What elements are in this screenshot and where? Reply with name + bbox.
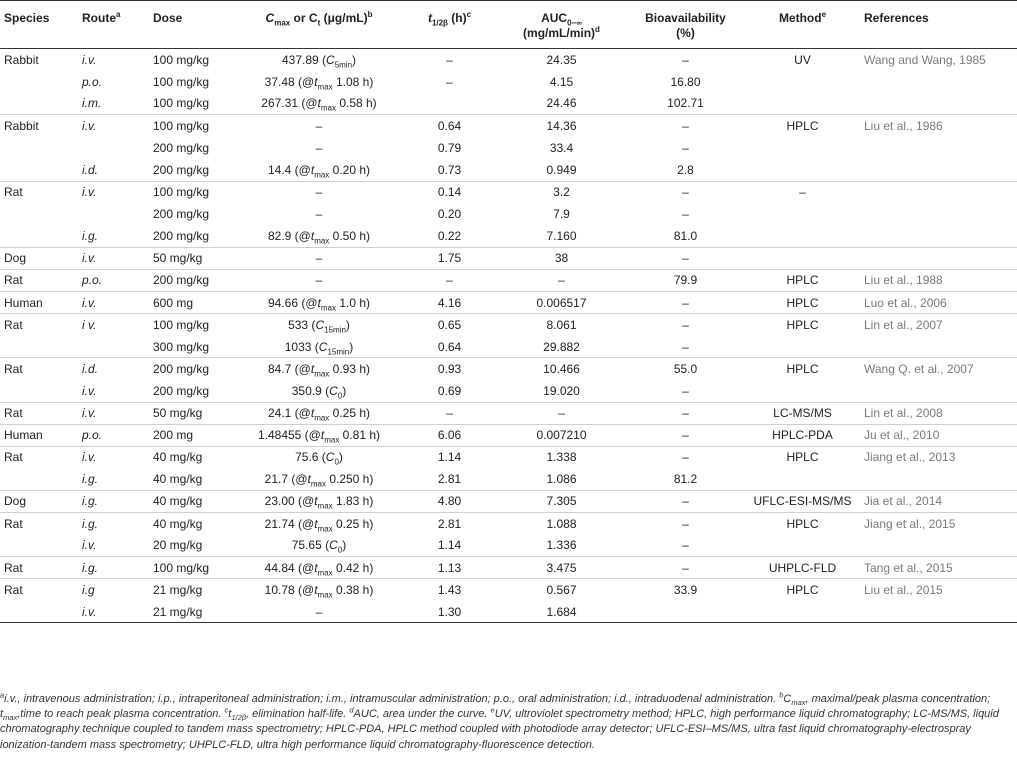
cell-cmax: – [315,140,323,155]
cell-species [0,137,78,159]
cell-bioavailability: – [626,424,745,446]
cell-bioavailability: – [682,383,689,398]
cell-auc: 7.160 [546,229,577,244]
cell-dose: 300 mg/kg [153,339,210,354]
cell-reference: Luo et al., 2006 [860,292,1017,314]
cell-route: i.d. [78,358,149,380]
cell-route: p.o. [78,424,149,446]
cell-half-life: 1.75 [402,247,497,269]
cell-reference [860,380,1017,402]
cell-method: HPLC [745,579,860,601]
table-row [0,115,1017,137]
cell-cmax: – [236,601,402,623]
cell-auc: 7.9 [553,207,570,222]
cell-reference [860,137,1017,159]
cell-bioavailability: 102.71 [667,96,704,111]
header-dose: Dose [149,1,236,49]
cell-species [0,336,78,358]
cell-species: Rabbit [4,52,39,67]
cell-method [745,137,860,159]
cell-dose: 200 mg/kg [149,269,236,291]
cell-half-life: 1.13 [402,557,497,579]
table-row [0,336,1017,358]
cell-dose: 100 mg/kg [149,181,236,203]
cell-method: UV [794,52,811,67]
cell-cmax: – [315,207,323,222]
cell-auc: – [497,269,626,291]
cell-cmax: 37.48 ($@t_{max}$ 1.08 h) [264,74,374,92]
cell-route: p.o. [78,269,149,291]
cell-reference [860,601,1017,623]
table-row [0,137,1017,159]
cell-reference [860,93,1017,115]
cell-dose: 100 mg/kg [149,115,236,137]
cell-auc: 1.088 [497,512,626,534]
cell-cmax: – [236,247,402,269]
cell-half-life: 6.06 [402,424,497,446]
cell-cmax: 350.9 $(C_0)$ [291,383,347,401]
cell-method: HPLC [745,292,860,314]
cell-route: p.o. [82,74,103,89]
cell-route: i.v. [78,115,149,137]
table-body [0,49,1017,623]
cell-reference: Tang et al., 2015 [860,557,1017,579]
cell-species: Rat [0,269,78,291]
header-references: References [860,1,1017,49]
cell-bioavailability: 33.9 [626,579,745,601]
cell-species: Human [0,292,78,314]
table-row [0,557,1017,579]
cell-bioavailability: – [626,446,745,468]
cell-reference: Liu et al., 2015 [860,579,1017,601]
table-row [0,512,1017,534]
cell-bioavailability: – [626,247,745,269]
table-row [0,247,1017,269]
cell-method [745,159,860,181]
cell-reference: Lin et al., 2007 [860,314,1017,336]
cell-species [0,225,78,247]
cell-route: i.m. [82,96,102,111]
cell-route: i.v. [82,52,97,67]
cell-auc: 0.007210 [497,424,626,446]
cell-cmax: 24.1 ($@t_{max}$ 0.25 h) [236,402,402,424]
cell-dose: 20 mg/kg [153,538,203,553]
cell-species [0,601,78,623]
cell-dose: 50 mg/kg [149,402,236,424]
cell-bioavailability: – [626,292,745,314]
cell-method [745,601,860,623]
cell-dose: 100 mg/kg [153,96,210,111]
cell-species: Rat [0,512,78,534]
cell-route: i.v. [82,383,97,398]
cell-route: i.g. [78,512,149,534]
cell-bioavailability: – [626,402,745,424]
cell-route: i.v. [82,538,97,553]
cell-species [0,535,78,557]
cell-dose: 21 mg/kg [149,579,236,601]
table-row [0,424,1017,446]
cell-half-life: 0.73 [437,162,462,177]
cell-dose: 200 mg/kg [153,162,210,177]
cell-half-life: 1.43 [402,579,497,601]
cell-auc: 38 [497,247,626,269]
cell-route: i.g. [82,472,99,487]
cell-dose: 200 mg [149,424,236,446]
cell-cmax: 23.00 ($@t_{max}$ 1.83 h) [236,490,402,512]
cell-dose: 200 mg/kg [149,358,236,380]
table-row [0,292,1017,314]
cell-bioavailability: – [682,207,689,222]
table-row [0,490,1017,512]
cell-species [0,380,78,402]
cell-method: HPLC [745,314,860,336]
cell-reference [860,535,1017,557]
cell-reference: Liu et al., 1988 [860,269,1017,291]
cell-cmax: 10.78 ($@t_{max}$ 0.38 h) [236,579,402,601]
cell-cmax: 21.7 ($@t_{max}$ 0.250 h) [264,472,374,489]
cell-bioavailability: – [626,115,745,137]
cell-cmax: 267.31 ($@t_{max}$ 0.58 h) [261,96,377,113]
cell-cmax: 44.84 ($@t_{max}$ 0.42 h) [236,557,402,579]
cell-auc: 1.086 [546,472,577,487]
cell-bioavailability: – [682,140,689,155]
cell-species: Rat [0,446,78,468]
cell-reference: Lin et al., 2008 [860,402,1017,424]
table-row [0,535,1017,557]
cell-route: i.g. [78,490,149,512]
cell-auc: – [497,402,626,424]
cell-half-life: 0.69 [437,383,462,398]
cell-method: – [745,181,860,203]
table-row [0,402,1017,424]
header-cmax: $C_{max}$ or $C_t$ $(\mu g/mL)^b$ [236,1,402,49]
cell-bioavailability: – [682,339,689,354]
cell-dose: 100 mg/kg [153,74,210,89]
cell-auc: 0.567 [497,579,626,601]
cell-half-life: 4.80 [402,490,497,512]
cell-half-life: 0.20 [437,207,462,222]
header-method: Method$^e$ [745,1,860,49]
cell-reference: Wang and Wang, 1985 [864,52,986,67]
table-row [0,380,1017,402]
header-half-life: $t_{1/2\beta}$ $(h)^c$ [402,1,497,49]
cell-method: HPLC-PDA [745,424,860,446]
cell-species [0,203,78,225]
cell-route: i.v. [78,446,149,468]
cell-reference [860,336,1017,358]
cell-dose: 200 mg/kg [153,383,210,398]
table-row [0,159,1017,181]
cell-half-life: 0.93 [402,358,497,380]
cell-method: LC-MS/MS [745,402,860,424]
table-row [0,71,1017,93]
cell-bioavailability: 81.2 [673,472,698,487]
header-auc: $AUC_{0-\infty}$ $(mg/mL/\min)^d$ [497,1,626,49]
cell-half-life: 4.16 [402,292,497,314]
header-bioavailability: Bioavailability (%) [626,1,745,49]
cell-bioavailability: 2.8 [677,162,694,177]
cell-method: UHPLC-FLD [745,557,860,579]
cell-dose: 100 mg/kg [153,52,210,67]
cell-method [745,93,860,115]
cell-method [745,225,860,247]
cell-auc: 1.338 [497,446,626,468]
cell-species: Rat [0,314,78,336]
cell-method [745,247,860,269]
cell-half-life: – [446,74,453,89]
cell-bioavailability: 81.0 [673,229,698,244]
cell-method [745,336,860,358]
cell-reference: Jiang et al., 2013 [860,446,1017,468]
cell-cmax: 14.4 ($@t_{max}$ 0.20 h) [267,162,371,180]
cell-reference [860,225,1017,247]
cell-reference: Wang Q. et al., 2007 [860,358,1017,380]
cell-method [745,468,860,490]
cell-reference [860,468,1017,490]
header-route: Route$^a$ [78,1,149,49]
cell-cmax: 75.65 $(C_0)$ [291,538,347,555]
cell-route: i.v. [78,292,149,314]
cell-auc: 24.46 [546,96,577,111]
cell-species: Rat [0,557,78,579]
cell-route: i.d. [82,162,99,177]
cell-route: i.g. [78,557,149,579]
cell-auc: 3.475 [497,557,626,579]
cell-bioavailability: – [626,512,745,534]
table-row [0,601,1017,623]
cell-auc: 8.061 [497,314,626,336]
cell-auc: 14.36 [497,115,626,137]
cell-route: i.v. [78,181,149,203]
table-row [0,225,1017,247]
cell-half-life: 0.64 [437,339,462,354]
cell-auc: 29.882 [543,339,580,354]
cell-cmax: 21.74 ($@t_{max}$ 0.25 h) [236,512,402,534]
cell-bioavailability [626,601,745,623]
table-row [0,468,1017,490]
cell-dose: 100 mg/kg [149,557,236,579]
cell-bioavailability: – [626,314,745,336]
cell-species: Rat [0,358,78,380]
cell-route: i.v. [78,402,149,424]
table-footnote: $^a$i.v., intravenous administration; i.p., intraperitoneal administration; i.m., intramuscular administration; p.o., oral administration; i.d., intraduodenal administration. $^bC_{max}$, maximal/peak plasma concentration; $t_{max},time$ to reach peak plasma concentration. $^ct_{1/2\beta}$, elimination half-life. $^d$AUC, area under the curve. $^e$UV, ultroviolet spectrometry method; HPLC, high performance liquid chromatography; LC-MS/MS, liquid chromatography technique coupled to tandem mass spectrometry; HPLC-PDA, HPLC method coupled with photodiode array detector; UFLC-ESI–MS/MS, ultra fast liquid chromatography-electrospray ionization-tandem mass spectrometry; UHPLC-FLD, ultra high performance liquid chromatography-fluorescence detection. [0,690,999,751]
header-species: Species [0,1,78,49]
cell-species [0,71,78,93]
cell-bioavailability: – [626,557,745,579]
table-row [0,93,1017,115]
cell-auc: 3.2 [497,181,626,203]
cell-route: i.g [78,579,149,601]
cell-dose: 200 mg/kg [153,140,210,155]
cell-method: HPLC [745,115,860,137]
cell-bioavailability: 79.9 [626,269,745,291]
cell-species [0,159,78,181]
table-row [0,579,1017,601]
cell-dose: 40 mg/kg [153,472,203,487]
cell-cmax: 75.6 $(C_0)$ [236,446,402,468]
table-row [0,446,1017,468]
cell-half-life: 2.81 [402,512,497,534]
cell-reference [860,159,1017,181]
cell-method [745,71,860,93]
cell-reference [860,203,1017,225]
cell-auc: 33.4 [549,140,574,155]
cell-dose: 40 mg/kg [149,512,236,534]
cell-bioavailability: – [626,181,745,203]
cell-species: Rat [0,402,78,424]
cell-method: HPLC [745,269,860,291]
cell-route [78,137,149,159]
cell-auc: 10.466 [497,358,626,380]
cell-dose: 40 mg/kg [149,490,236,512]
cell-method: UFLC-ESI-MS/MS [745,490,860,512]
cell-half-life: – [402,402,497,424]
cell-half-life: 0.22 [437,229,462,244]
cell-reference [860,71,1017,93]
table-row [0,203,1017,225]
cell-route [78,336,149,358]
cell-cmax: 437.89 $(C_{5min})$ [281,52,357,70]
cell-cmax: 94.66 ($@t_{max}$ 1.0 h) [236,292,402,314]
cell-cmax: 1033 $(C_{15min})$ [284,339,354,356]
cell-half-life: 1.14 [437,538,462,553]
cell-species: Human [0,424,78,446]
cell-species: Rat [0,579,78,601]
cell-species: Rabbit [0,115,78,137]
cell-method: HPLC [745,512,860,534]
table-row [0,269,1017,291]
table-row [0,181,1017,203]
cell-dose: 100 mg/kg [149,314,236,336]
cell-dose: 21 mg/kg [149,601,236,623]
cell-half-life: – [402,269,497,291]
cell-reference: Ju et al., 2010 [860,424,1017,446]
cell-route: i.v. [78,601,149,623]
cell-auc: 1.684 [497,601,626,623]
cell-cmax: 1.48455 ($@t_{max}$ 0.81 h) [236,424,402,446]
cell-auc: 0.949 [546,162,577,177]
cell-species [0,93,78,115]
cell-auc: 24.35 [546,52,577,67]
cell-half-life [402,93,497,115]
table-header [0,1,1017,49]
cell-species [0,468,78,490]
cell-dose: 40 mg/kg [149,446,236,468]
cell-method [745,535,860,557]
cell-bioavailability: – [626,490,745,512]
cell-half-life: – [446,52,453,67]
cell-half-life: 0.14 [402,181,497,203]
cell-cmax: 533 $(C_{15min})$ [236,314,402,336]
cell-cmax: – [236,269,402,291]
cell-bioavailability: 55.0 [626,358,745,380]
cell-reference: Jiang et al., 2015 [860,512,1017,534]
cell-half-life: 0.64 [402,115,497,137]
cell-route [78,203,149,225]
cell-bioavailability: – [682,52,689,67]
cell-dose: 50 mg/kg [149,247,236,269]
cell-species: Rat [0,181,78,203]
cell-method [745,380,860,402]
cell-method: HPLC [745,358,860,380]
cell-auc: 1.336 [546,538,577,553]
cell-auc: 19.020 [543,383,580,398]
cell-dose: 600 mg [149,292,236,314]
table-row [0,49,1017,71]
cell-reference: Jia et al., 2014 [860,490,1017,512]
cell-cmax: – [236,115,402,137]
cell-dose: 200 mg/kg [153,229,210,244]
cell-reference [860,247,1017,269]
table-row [0,358,1017,380]
cell-route: i v. [78,314,149,336]
cell-half-life: 0.65 [402,314,497,336]
cell-dose: 200 mg/kg [153,207,210,222]
cell-cmax: – [236,181,402,203]
cell-species: Dog [0,247,78,269]
cell-half-life: 0.79 [437,140,462,155]
cell-species: Dog [0,490,78,512]
cell-bioavailability: – [682,538,689,553]
cell-auc: 4.15 [549,74,574,89]
cell-half-life: 1.14 [402,446,497,468]
cell-half-life: 1.30 [402,601,497,623]
cell-cmax: 84.7 ($@t_{max}$ 0.93 h) [236,358,402,380]
cell-bioavailability: 16.80 [670,74,701,89]
cell-route: i.v. [78,247,149,269]
cell-half-life: 2.81 [437,472,462,487]
table-row [0,314,1017,336]
cell-route: i.g. [82,229,99,244]
cell-cmax: 82.9 ($@t_{max}$ 0.50 h) [267,229,371,246]
cell-auc: 7.305 [497,490,626,512]
cell-reference: Liu et al., 1986 [860,115,1017,137]
cell-method: HPLC [745,446,860,468]
cell-auc: 0.006517 [497,292,626,314]
cell-reference [860,181,1017,203]
cell-method [745,203,860,225]
